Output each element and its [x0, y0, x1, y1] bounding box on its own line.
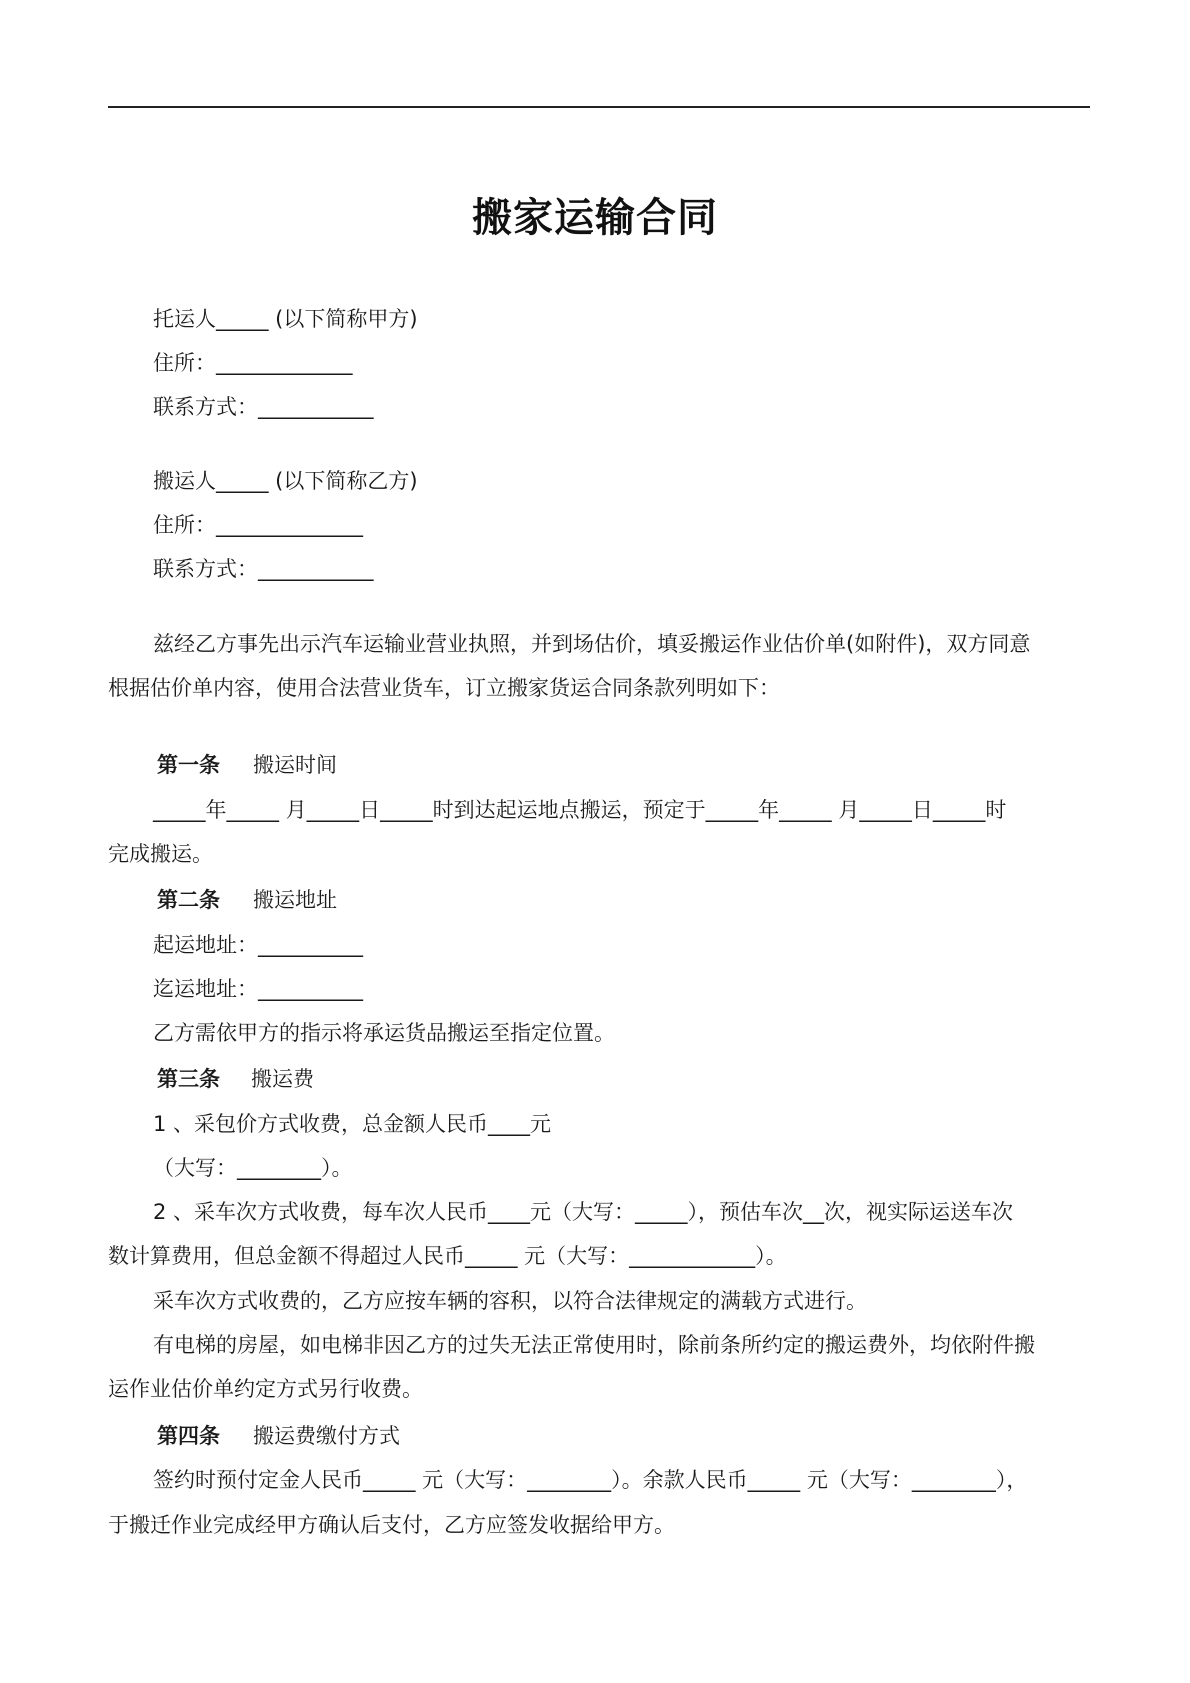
header-rule [108, 106, 1090, 108]
article-3-topic: 搬运费 [251, 1067, 314, 1091]
article-3-item-1-line-1: 1 、采包价方式收费，总金额人民币____元 [153, 1112, 552, 1136]
article-1-line-2: 完成搬运。 [108, 842, 213, 866]
article-4-line-2: 于搬迁作业完成经甲方确认后支付，乙方应签发收据给甲方。 [108, 1513, 675, 1537]
party-a-contact-line: 联系方式：___________ [153, 395, 374, 419]
article-3-heading: 第三条 [157, 1067, 220, 1091]
article-1-topic: 搬运时间 [253, 753, 337, 777]
article-3-item-2-line-2: 数计算费用，但总金额不得超过人民币_____ 元（大写：____________）。 [108, 1244, 787, 1268]
article-4-topic: 搬运费缴付方式 [253, 1424, 400, 1448]
article-3-item-1-line-2: （大写：________）。 [153, 1156, 353, 1180]
document-title: 搬家运输合同 [472, 195, 718, 241]
party-a-address-line: 住所：_____________ [153, 351, 353, 375]
article-2-topic: 搬运地址 [253, 888, 337, 912]
party-a-name-line: 托运人_____ (以下简称甲方) [153, 307, 418, 331]
article-4-heading: 第四条 [157, 1424, 220, 1448]
article-1-line-1: _____年_____ 月_____日_____时到达起运地点搬运，预定于_____年_____ 月_____日_____时 [153, 798, 1007, 822]
party-b-address-line: 住所：______________ [153, 513, 363, 537]
party-b-name-line: 搬运人_____ (以下简称乙方) [153, 469, 418, 493]
article-2-heading: 第二条 [157, 888, 220, 912]
party-b-contact-line: 联系方式：___________ [153, 557, 374, 581]
article-1-heading: 第一条 [157, 753, 220, 777]
article-2-note: 乙方需依甲方的指示将承运货品搬运至指定位置。 [153, 1021, 615, 1045]
article-2-origin: 起运地址：__________ [153, 933, 363, 957]
article-4-line-1: 签约时预付定金人民币_____ 元（大写：________）。余款人民币_____ 元（大写：________）， [153, 1468, 1028, 1492]
article-3-note-1: 采车次方式收费的，乙方应按车辆的容积，以符合法律规定的满载方式进行。 [153, 1289, 867, 1313]
article-3-item-2-line-1: 2 、采车次方式收费，每车次人民币____元（大写：_____），预估车次__次，视实际运送车次 [153, 1200, 1014, 1224]
preamble-line-2: 根据估价单内容，使用合法营业货车，订立搬家货运合同条款列明如下： [108, 676, 780, 700]
article-2-destination: 迄运地址：__________ [153, 977, 363, 1001]
preamble-line-1: 兹经乙方事先出示汽车运输业营业执照，并到场估价，填妥搬运作业估价单(如附件)，双方同意 [153, 632, 1031, 656]
article-3-note-2-line-1: 有电梯的房屋，如电梯非因乙方的过失无法正常使用时，除前条所约定的搬运费外，均依附件搬 [153, 1333, 1035, 1357]
article-3-note-2-line-2: 运作业估价单约定方式另行收费。 [108, 1377, 423, 1401]
